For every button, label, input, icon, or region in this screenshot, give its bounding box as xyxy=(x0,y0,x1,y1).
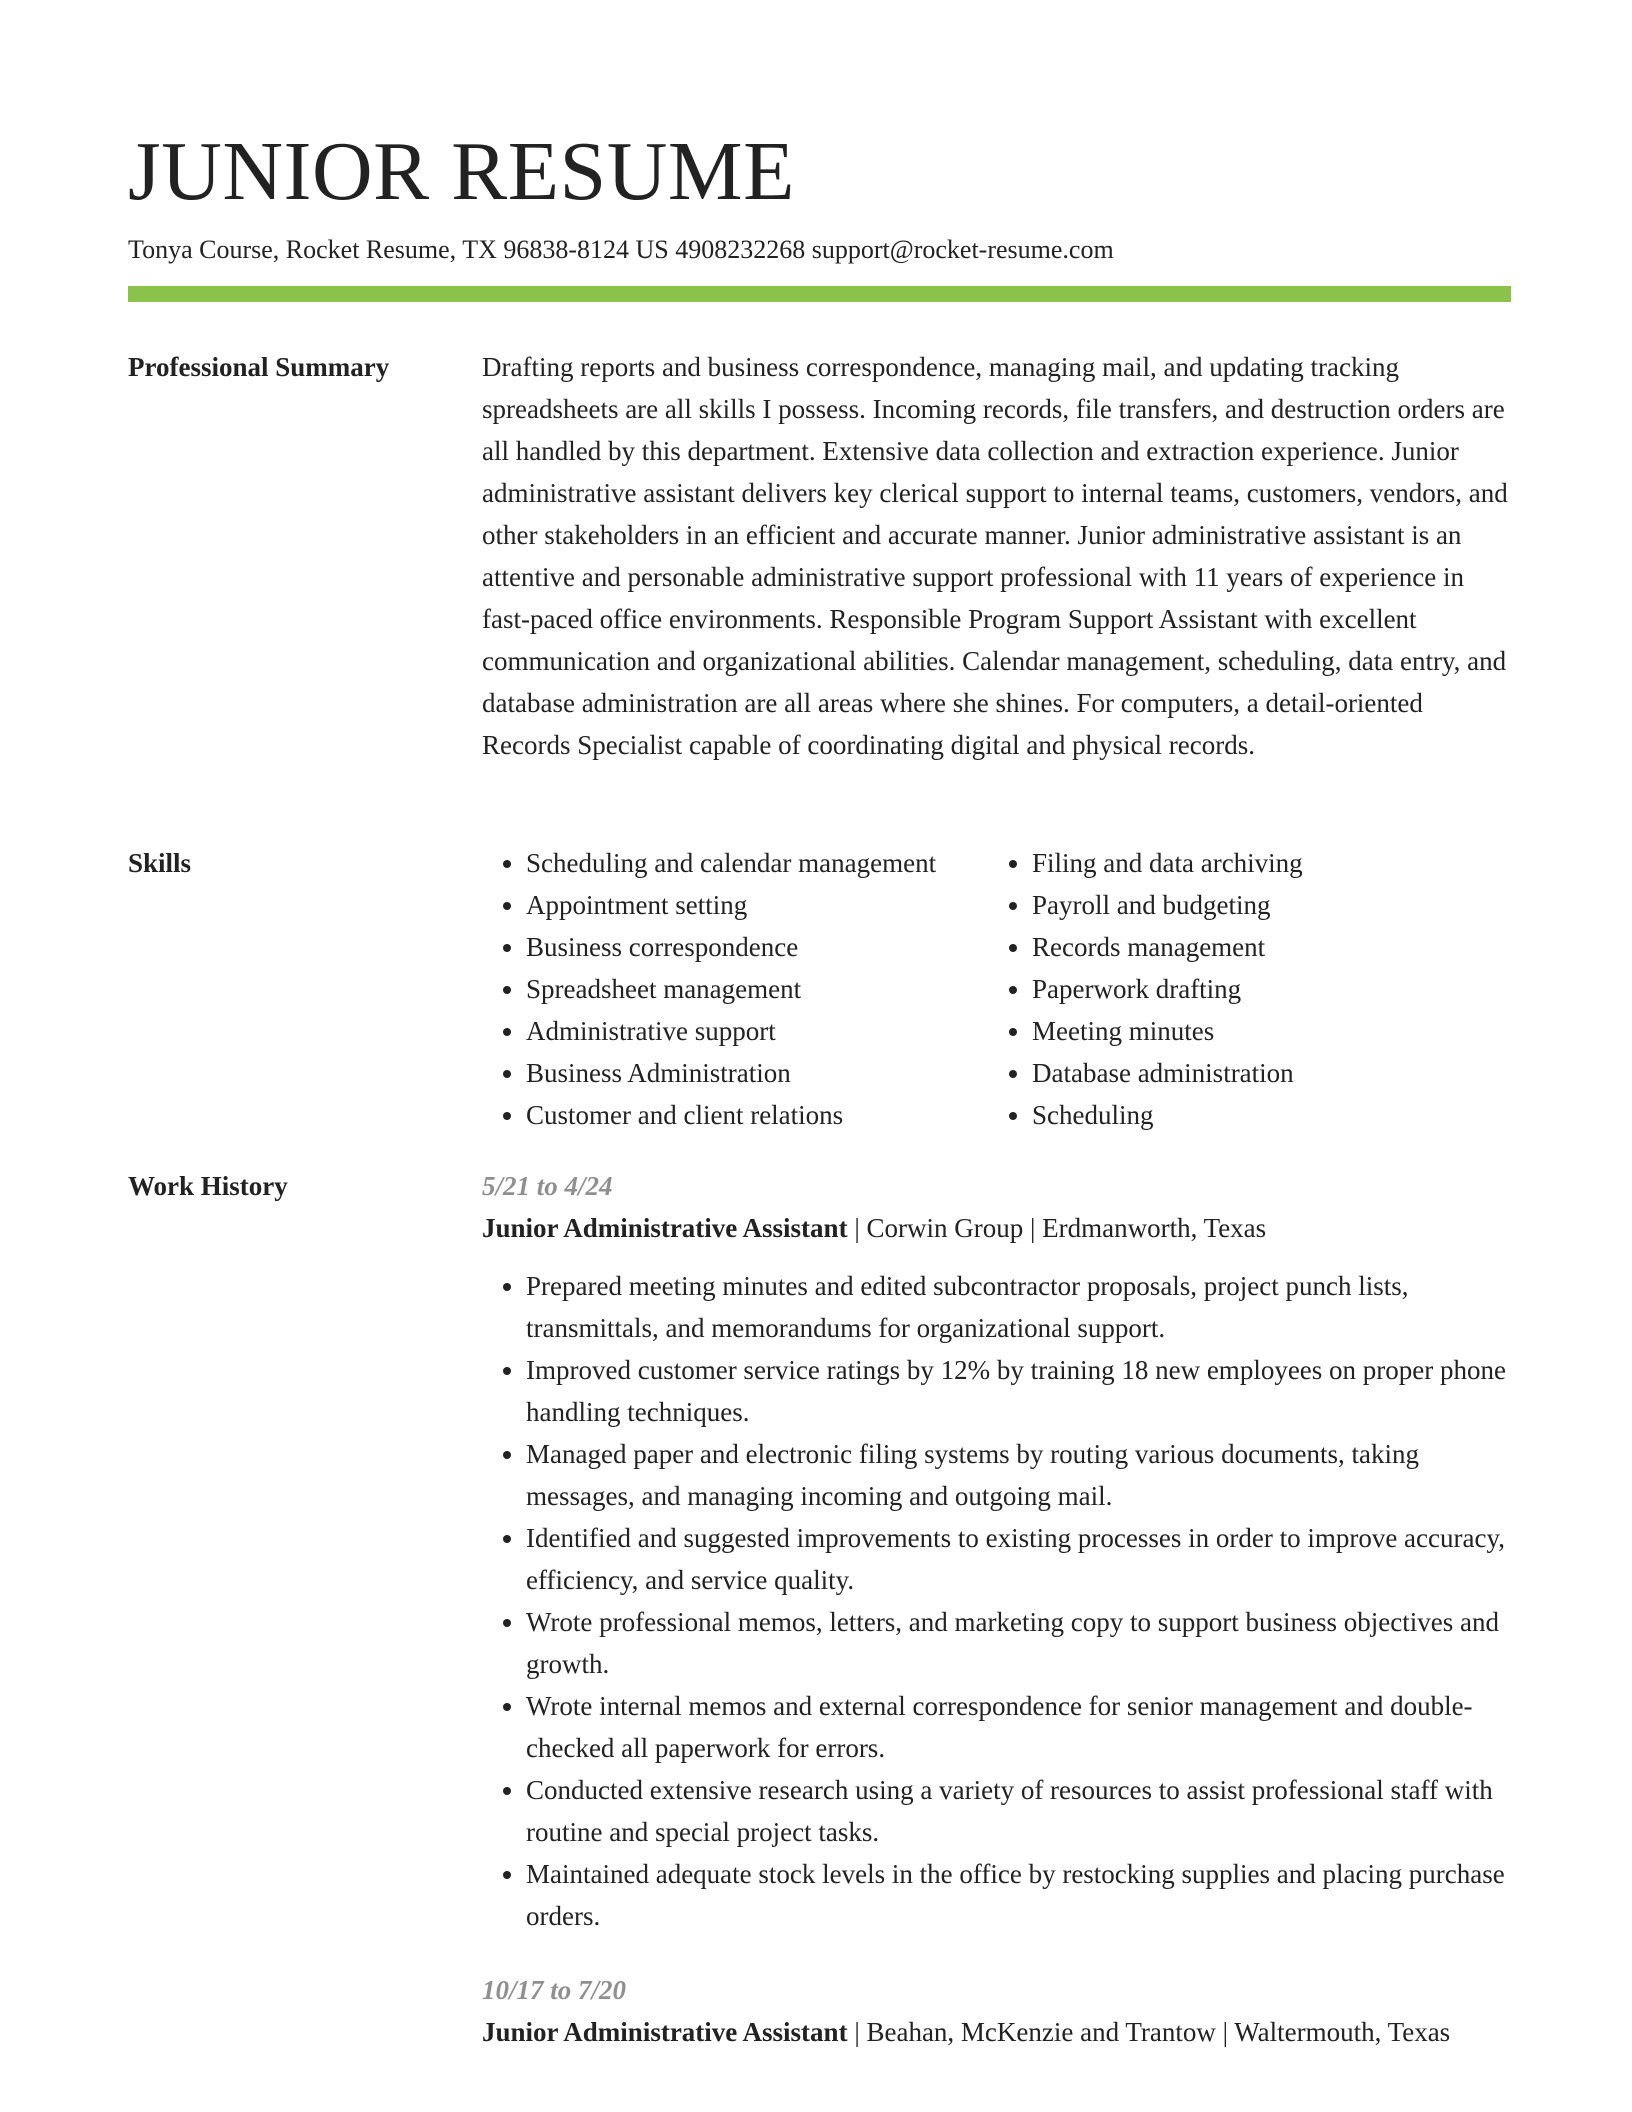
header-accent-bar xyxy=(128,286,1511,302)
job-dates: 5/21 to 4/24 xyxy=(482,1171,613,1201)
skill-item: • Filing and data archiving xyxy=(1032,842,1303,884)
contact-phone: 4908232268 xyxy=(675,235,806,264)
skill-item: • Administrative support xyxy=(526,1010,988,1052)
summary-text: Drafting reports and business correspondence, managing mail, and updating tracking spreadsheets are all skills I possess. Incoming records, file transfers, and destruction orders are all handled by this department. Extensive data collection and extraction experience. Junior administrative assistant delivers key clerical support to internal teams, customers, vendors, and other stakeholders in an efficient and accurate manner. Junior administrative assistant is an attentive and personable administrative support professional with 11 years of experience in fast-paced office environments. Responsible Program Support Assistant with excellent communication and organizational abilities. Calendar management, scheduling, data entry, and database administration are all areas where she shines. For computers, a detail-oriented Records Specialist capable of coordinating digital and physical records. xyxy=(482,352,1508,760)
job-bullet: • Managed paper and electronic filing systems by routing various documents, taking messages, and managing incoming and outgoing mail. xyxy=(526,1433,1511,1517)
contact-email: support@rocket-resume.com xyxy=(811,235,1114,264)
job-bullet: • Improved customer service ratings by 12% by training 18 new employees on proper phone handling techniques. xyxy=(526,1349,1511,1433)
job-entry xyxy=(482,1969,1511,2053)
skill-item: • Payroll and budgeting xyxy=(1032,884,1303,926)
job-dates: 10/17 to 7/20 xyxy=(482,1975,627,2005)
contact-line xyxy=(128,232,1114,268)
resume-title: JUNIOR RESUME xyxy=(128,125,795,218)
skills-body xyxy=(482,842,1511,1136)
work-history-body xyxy=(482,1165,1511,2053)
job-bullet: • Wrote professional memos, letters, and marketing copy to support business objectives and growth. xyxy=(526,1601,1511,1685)
job-bullet: • Identified and suggested improvements to existing processes in order to improve accuracy, efficiency, and service quality. xyxy=(526,1517,1511,1601)
work-history-heading: Work History xyxy=(128,1171,288,1201)
job-bullet: • Wrote internal memos and external correspondence for senior management and double-checked all paperwork for errors. xyxy=(526,1685,1511,1769)
skill-item: • Database administration xyxy=(1032,1052,1303,1094)
skill-item: • Customer and client relations xyxy=(526,1094,988,1136)
summary-heading: Professional Summary xyxy=(128,352,390,382)
contact-name: Tonya Course, xyxy=(128,235,280,264)
job-bullet: • Prepared meeting minutes and edited subcontractor proposals, project punch lists, transmittals, and memorandums for organizational support. xyxy=(526,1265,1511,1349)
skill-item: • Paperwork drafting xyxy=(1032,968,1303,1010)
job-company-location: | Beahan, McKenzie and Trantow | Waltermouth, Texas xyxy=(847,2017,1451,2047)
job-bullet: • Maintained adequate stock levels in the office by restocking supplies and placing purchase orders. xyxy=(526,1853,1511,1937)
contact-address: Rocket Resume, TX 96838-8124 US xyxy=(285,235,669,264)
skill-item: • Business correspondence xyxy=(526,926,988,968)
skills-list-right xyxy=(988,842,1303,1136)
job-bullet: • Conducted extensive research using a variety of resources to assist professional staff with routine and special project tasks. xyxy=(526,1769,1511,1853)
skill-item: • Business Administration xyxy=(526,1052,988,1094)
skill-item: • Scheduling and calendar management xyxy=(526,842,988,884)
job-title: Junior Administrative Assistant xyxy=(482,1213,848,1243)
skill-item: • Records management xyxy=(1032,926,1303,968)
job-entry xyxy=(482,1165,1511,1937)
skill-item: • Meeting minutes xyxy=(1032,1010,1303,1052)
skill-item: • Appointment setting xyxy=(526,884,988,926)
summary-body xyxy=(482,346,1511,766)
skills-heading: Skills xyxy=(128,848,192,878)
job-title: Junior Administrative Assistant xyxy=(482,2017,848,2047)
job-company-location: | Corwin Group | Erdmanworth, Texas xyxy=(847,1213,1267,1243)
job-heading xyxy=(482,2011,1511,2053)
job-heading xyxy=(482,1207,1511,1249)
skill-item: • Scheduling xyxy=(1032,1094,1303,1136)
skills-list-left xyxy=(482,842,988,1136)
job-bullets xyxy=(482,1265,1511,1937)
skill-item: • Spreadsheet management xyxy=(526,968,988,1010)
